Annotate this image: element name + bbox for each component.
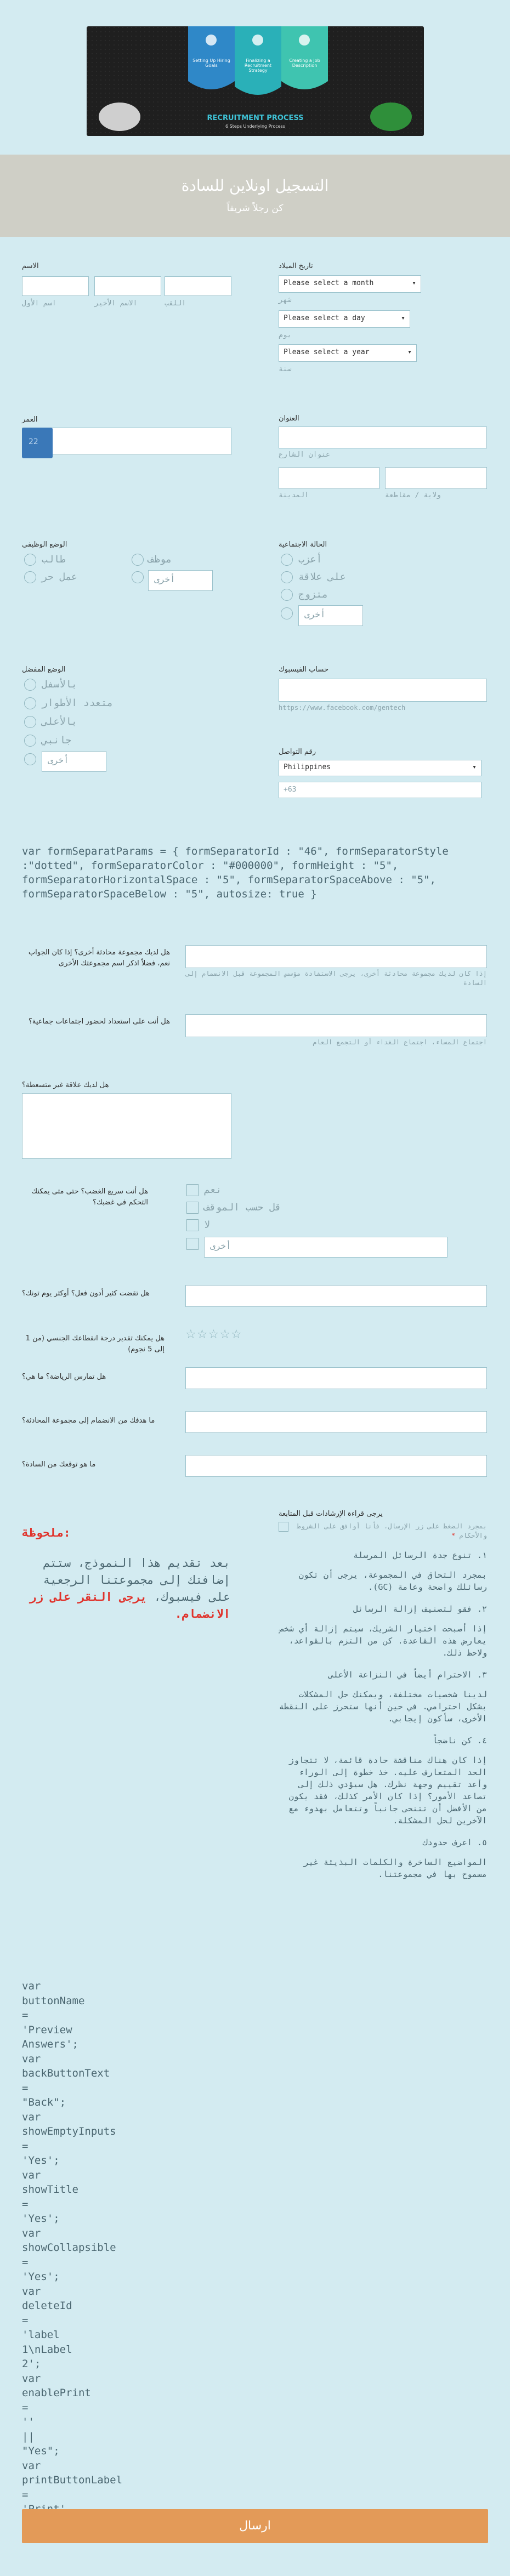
q-anger-other-input[interactable]: أخرى xyxy=(204,1237,447,1258)
day-select[interactable] xyxy=(279,310,410,328)
code-line: = xyxy=(22,2488,29,2501)
employment-option-student: طالب xyxy=(42,554,66,565)
code-line: "Yes"; xyxy=(22,2445,60,2457)
phone-prefix: +63 xyxy=(284,786,297,794)
script-code xyxy=(22,1979,241,2546)
note-text xyxy=(22,1555,230,1623)
terms-item-4-body: إذا كان هناك مناقشة حادة قائمة، لا تتجاوز الحد المتعارف عليه. خذ خطوة إلى الوراء وأعد تقييم وجهة نظرك. هل سيؤدي ذلك إلى تصاعد الأمور؟ إذا كان الأمر كذلك، فقد يكون من الأفضل أن تتنحى جانباً وتتعامل بهدوء مع الآخرين لحل المشكلة. xyxy=(288,1755,487,1826)
q-expect-label: ما هو توقعك من السادة؟ xyxy=(22,1460,96,1469)
terms-item-4-title: ٤. كن ناضجاً xyxy=(432,1736,487,1745)
family-option-3: بالأعلى xyxy=(42,716,78,727)
chevron-down-icon: ▾ xyxy=(472,763,477,771)
terms-item-3-title: ٣. الاحترام أيضاً في النزاعة الأعلى xyxy=(328,1670,487,1680)
banner-step-1: Setting Up Hiring Goals xyxy=(192,58,230,68)
q-goal-label: ما هدفك من الانضمام إلى مجموعة المحادثة؟ xyxy=(22,1417,155,1425)
code-line: var xyxy=(22,1980,41,1992)
street-sub: عنوان الشارع xyxy=(279,451,330,459)
country-select-value: Philippines xyxy=(284,763,331,771)
q-sport-label: هل تمارس الرياضة؟ ما هي؟ xyxy=(22,1373,106,1381)
q-anger-check-yes[interactable] xyxy=(186,1184,199,1196)
code-line: = xyxy=(22,2009,29,2021)
employment-option-freelance: عمل حر xyxy=(42,571,78,583)
chevron-down-icon: ▾ xyxy=(401,314,405,322)
terms-check-text xyxy=(291,1522,487,1540)
year-sub: سنة xyxy=(279,365,292,373)
family-radio-3[interactable] xyxy=(24,716,36,728)
terms-label: يرجى قراءة الإرشادات قبل المتابعة xyxy=(279,1510,383,1518)
code-line: || xyxy=(22,2430,35,2443)
chevron-down-icon: ▾ xyxy=(412,279,416,287)
code-line: showEmptyInputs xyxy=(22,2125,116,2137)
code-line: printButtonLabel xyxy=(22,2474,123,2486)
q-anger-check-depends[interactable] xyxy=(186,1202,199,1214)
q-anger-option-yes: نعم xyxy=(204,1184,222,1196)
code-line: backButtonText xyxy=(22,2067,110,2079)
code-line: = xyxy=(22,2198,29,2210)
day-sub: يوم xyxy=(279,331,292,339)
terms-item-4 xyxy=(279,1735,487,1827)
employment-label: الوضع الوظيفي xyxy=(22,541,67,549)
chevron-down-icon: ▾ xyxy=(407,348,412,356)
code-line: = xyxy=(22,2256,29,2268)
q-anger-check-other[interactable] xyxy=(186,1238,199,1250)
star-icon[interactable]: ☆ xyxy=(208,1328,220,1341)
q-meeting-label: هل أنت على استعداد لحضور اجتماعات جماعية؟ xyxy=(29,1017,170,1026)
form-header xyxy=(0,155,510,237)
note-body: بعد تقديم هذا النموذج، ستتم إضافتك إلى مجموعتنا الرجعية على فيسبوك، xyxy=(43,1556,230,1603)
code-line: var xyxy=(22,2372,41,2385)
code-line: var xyxy=(22,2227,41,2239)
code-line: 2'; xyxy=(22,2358,41,2370)
q-expect-input[interactable] xyxy=(185,1455,487,1477)
state-input[interactable] xyxy=(385,467,487,489)
terms-check-text-value: بمجرد الضغط على زر الإرسال، فأنا أوافق على الشروط والأحكام xyxy=(297,1522,487,1539)
page-subtitle: كن رجلاً شريفاً xyxy=(226,203,284,214)
terms-item-5 xyxy=(279,1836,487,1880)
day-select-value: Please select a day xyxy=(284,314,365,322)
terms-scrollbox[interactable] xyxy=(279,1549,487,1944)
terms-item-5-body: المواضيع الساخرة والكلمات البذيئة غير مسموح بها في مجموعتنا. xyxy=(303,1857,487,1879)
code-line: var xyxy=(22,2285,41,2298)
family-other-input[interactable]: أخرى xyxy=(42,751,106,772)
code-line: var xyxy=(22,2111,41,2123)
street-input[interactable] xyxy=(279,427,487,448)
code-line: = xyxy=(22,2314,29,2327)
star-icon[interactable]: ☆ xyxy=(230,1328,242,1341)
facebook-label: حساب الفيسبوك xyxy=(279,666,328,674)
code-line: 'Yes'; xyxy=(22,2154,60,2166)
family-radio-2[interactable] xyxy=(24,697,36,709)
year-select[interactable] xyxy=(279,344,417,362)
star-icon[interactable]: ☆ xyxy=(219,1328,231,1341)
star-icon[interactable]: ☆ xyxy=(185,1328,197,1341)
code-line: = xyxy=(22,2401,29,2414)
employment-radio-student[interactable] xyxy=(24,554,36,566)
terms-item-1 xyxy=(279,1549,487,1593)
q-anger-check-no[interactable] xyxy=(186,1219,199,1231)
state-sub: ولاية / مقاطعة xyxy=(385,491,441,499)
city-input[interactable] xyxy=(279,467,379,489)
code-line: showTitle xyxy=(22,2183,78,2196)
banner-image xyxy=(87,26,424,136)
q-group-hint: إذا كان لديك مجموعة محادثة أخرى، يرجى الاستفادة مؤسس المجموعة قبل الانضمام إلى السادة xyxy=(185,970,487,987)
family-radio-other[interactable] xyxy=(24,753,36,765)
code-line: var xyxy=(22,2459,41,2472)
marital-radio-single[interactable] xyxy=(281,554,293,566)
terms-item-2-title: ٢. فقو لتصنيف إزالة الرسائل xyxy=(353,1604,487,1614)
month-sub: شهر xyxy=(279,296,292,304)
banner-step-3: Creating a Job Description xyxy=(289,58,320,68)
submit-label: ارسال xyxy=(239,2519,271,2533)
terms-item-2-body: إذا أصبحت اختيار الشريك، سيتم إزالة أي شخص يعارض هذه القاعدة. كن من التزم بالقواعد، ولاحظ ذلك. xyxy=(279,1624,487,1658)
first-name-sub: اسم الأول xyxy=(22,299,56,308)
q-shy-input[interactable] xyxy=(185,1285,487,1307)
code-line: buttonName xyxy=(22,1994,85,2007)
facebook-hint: https://www.facebook.com/gentech xyxy=(279,704,406,712)
q-rating-label: هل يمكنك تقدير درجة انقطاعك الجنسي (من 1 إلى 5 نجوم) xyxy=(25,1334,165,1354)
city-sub: المدينة xyxy=(279,491,309,499)
country-select[interactable] xyxy=(279,760,481,776)
middle-name-sub: الاسم الأخير xyxy=(94,299,138,308)
terms-item-1-title: ١. تنوع جدة الرسائل المرسلة xyxy=(353,1550,487,1560)
terms-item-5-title: ٥. اعرف حدودك xyxy=(422,1838,487,1847)
marital-other-input[interactable]: أخرى xyxy=(298,605,363,626)
q-sport-input[interactable] xyxy=(185,1367,487,1389)
employment-radio-other[interactable] xyxy=(132,571,144,583)
separator-code: var formSeparatParams = { formSeparatorId : "46", formSeparatorStyle :"dotted", formSeparatorColor : "#000000", formHeight : "5", formSeparatorHorizontalSpace : "5", formSeparatorSpaceAbove : "5", formSeparatorSpaceBelow : "5", autosize: true } xyxy=(22,845,449,900)
code-line: "Back"; xyxy=(22,2096,66,2108)
employment-other-input[interactable]: أخرى xyxy=(148,570,213,591)
note-emphasis: يرجى النقر على زر الانضمام. xyxy=(29,1590,230,1620)
code-line: 'Yes'; xyxy=(22,2213,60,2225)
marital-radio-relationship[interactable] xyxy=(281,571,293,583)
facebook-input[interactable] xyxy=(279,679,487,702)
code-line: var xyxy=(22,2052,41,2065)
banner-step-2: Finalizing a Recruitment Strategy xyxy=(244,58,272,73)
year-select-value: Please select a year xyxy=(284,348,370,356)
q-anger-option-no: لا xyxy=(204,1219,210,1231)
phone-input[interactable] xyxy=(279,782,481,798)
family-label: الوضع المفضل xyxy=(22,666,66,674)
code-line: = xyxy=(22,2082,29,2094)
q-group-input[interactable] xyxy=(185,945,487,968)
last-name-input[interactable] xyxy=(165,276,231,296)
code-line: 'label xyxy=(22,2329,60,2341)
q-meeting-input[interactable] xyxy=(185,1014,487,1037)
terms-checkbox[interactable] xyxy=(279,1522,288,1532)
code-line: 'Yes'; xyxy=(22,2271,60,2283)
code-line: var xyxy=(22,2169,41,2181)
submit-button[interactable] xyxy=(22,2509,488,2543)
code-line: 'Preview xyxy=(22,2023,72,2036)
q-anger-option-depends: قل حسب الموقف xyxy=(204,1202,281,1213)
family-option-4: جانبي xyxy=(42,735,72,746)
q-group-label: هل لديك مجموعة محادثة أخرى؟ إذا كان الجواب نعم، فضلاً اذكر اسم مجموعتك الأخرى xyxy=(28,948,170,968)
code-line: Answers'; xyxy=(22,2038,78,2050)
q-shy-label: هل تقضت كثير أدون فعل؟ أوكثر يوم تونك؟ xyxy=(22,1289,150,1298)
name-label: الاسم xyxy=(22,262,39,270)
employment-radio-freelance[interactable] xyxy=(24,571,36,583)
page-title: التسجيل اونلاين للسادة xyxy=(181,177,329,195)
terms-item-1-body: بمجرد التحاق في المجموعة، يرجى أن تكون رسائلك واضحة وعامة (GC). xyxy=(298,1570,487,1592)
code-line: '' xyxy=(22,2416,35,2428)
terms-item-3-body: لدينا شخصيات مختلفة، ويمكنك حل المشكلات بشكل احترامي. في حين أنها ستحرز على النقطة الأخرى، سأكون إيجابي. xyxy=(279,1690,487,1724)
phone-label: رقم التواصل xyxy=(279,748,316,756)
family-radio-4[interactable] xyxy=(24,735,36,747)
terms-item-3 xyxy=(279,1669,487,1725)
code-line: enablePrint xyxy=(22,2387,91,2399)
family-option-1: بالأسفل xyxy=(42,679,78,690)
marital-radio-other[interactable] xyxy=(281,607,293,619)
q-anger-label: هل أنت سريع الغضب؟ حتى متى يمكنك التحكم في غضبك؟ xyxy=(31,1187,148,1207)
marital-option-relationship: على علاقة xyxy=(298,571,346,583)
banner-subcaption: 6 Steps Underlying Process xyxy=(225,124,285,129)
marital-option-married: متزوج xyxy=(298,589,328,600)
month-select-value: Please select a month xyxy=(284,279,374,287)
age-slider-handle[interactable] xyxy=(22,428,53,458)
marital-radio-married[interactable] xyxy=(281,589,293,601)
birth-label: تاريخ الميلاد xyxy=(279,262,313,270)
employment-radio-employee[interactable] xyxy=(132,554,144,566)
age-value: 22 xyxy=(29,437,38,446)
q-meeting-hint: اجتماع المساء، اجتماع الغداء أو التجمع العام xyxy=(313,1038,487,1046)
middle-name-input[interactable] xyxy=(94,276,161,296)
last-name-sub: اللقب xyxy=(165,299,186,308)
code-line: showCollapsible xyxy=(22,2242,116,2254)
employment-option-employee: موظف xyxy=(148,554,172,565)
terms-item-2 xyxy=(279,1603,487,1659)
code-line: 1\nLabel xyxy=(22,2343,72,2356)
code-line: = xyxy=(22,2140,29,2152)
first-name-input[interactable] xyxy=(22,276,89,296)
q-goal-input[interactable] xyxy=(185,1411,487,1433)
family-radio-1[interactable] xyxy=(24,679,36,691)
address-label: العنوان xyxy=(279,414,299,423)
banner-caption: RECRUITMENT PROCESS xyxy=(207,114,304,122)
q-married-label: هل لديك علاقة غير متسعطة؟ xyxy=(22,1081,109,1089)
rating-stars[interactable] xyxy=(185,1328,242,1341)
marital-label: الحالة الاجتماعية xyxy=(279,541,327,549)
age-label: العمر xyxy=(22,416,38,424)
age-slider-track[interactable] xyxy=(22,428,231,455)
family-option-2: متعدد الأطوار xyxy=(42,697,114,709)
note-title: ملحوظة: xyxy=(22,1526,71,1539)
month-select[interactable] xyxy=(279,275,421,293)
star-icon[interactable]: ☆ xyxy=(196,1328,208,1341)
marital-option-single: أعزب xyxy=(298,554,322,565)
code-line: deleteId xyxy=(22,2300,72,2312)
required-mark: * xyxy=(451,1532,456,1539)
q-married-textarea[interactable] xyxy=(22,1093,231,1159)
